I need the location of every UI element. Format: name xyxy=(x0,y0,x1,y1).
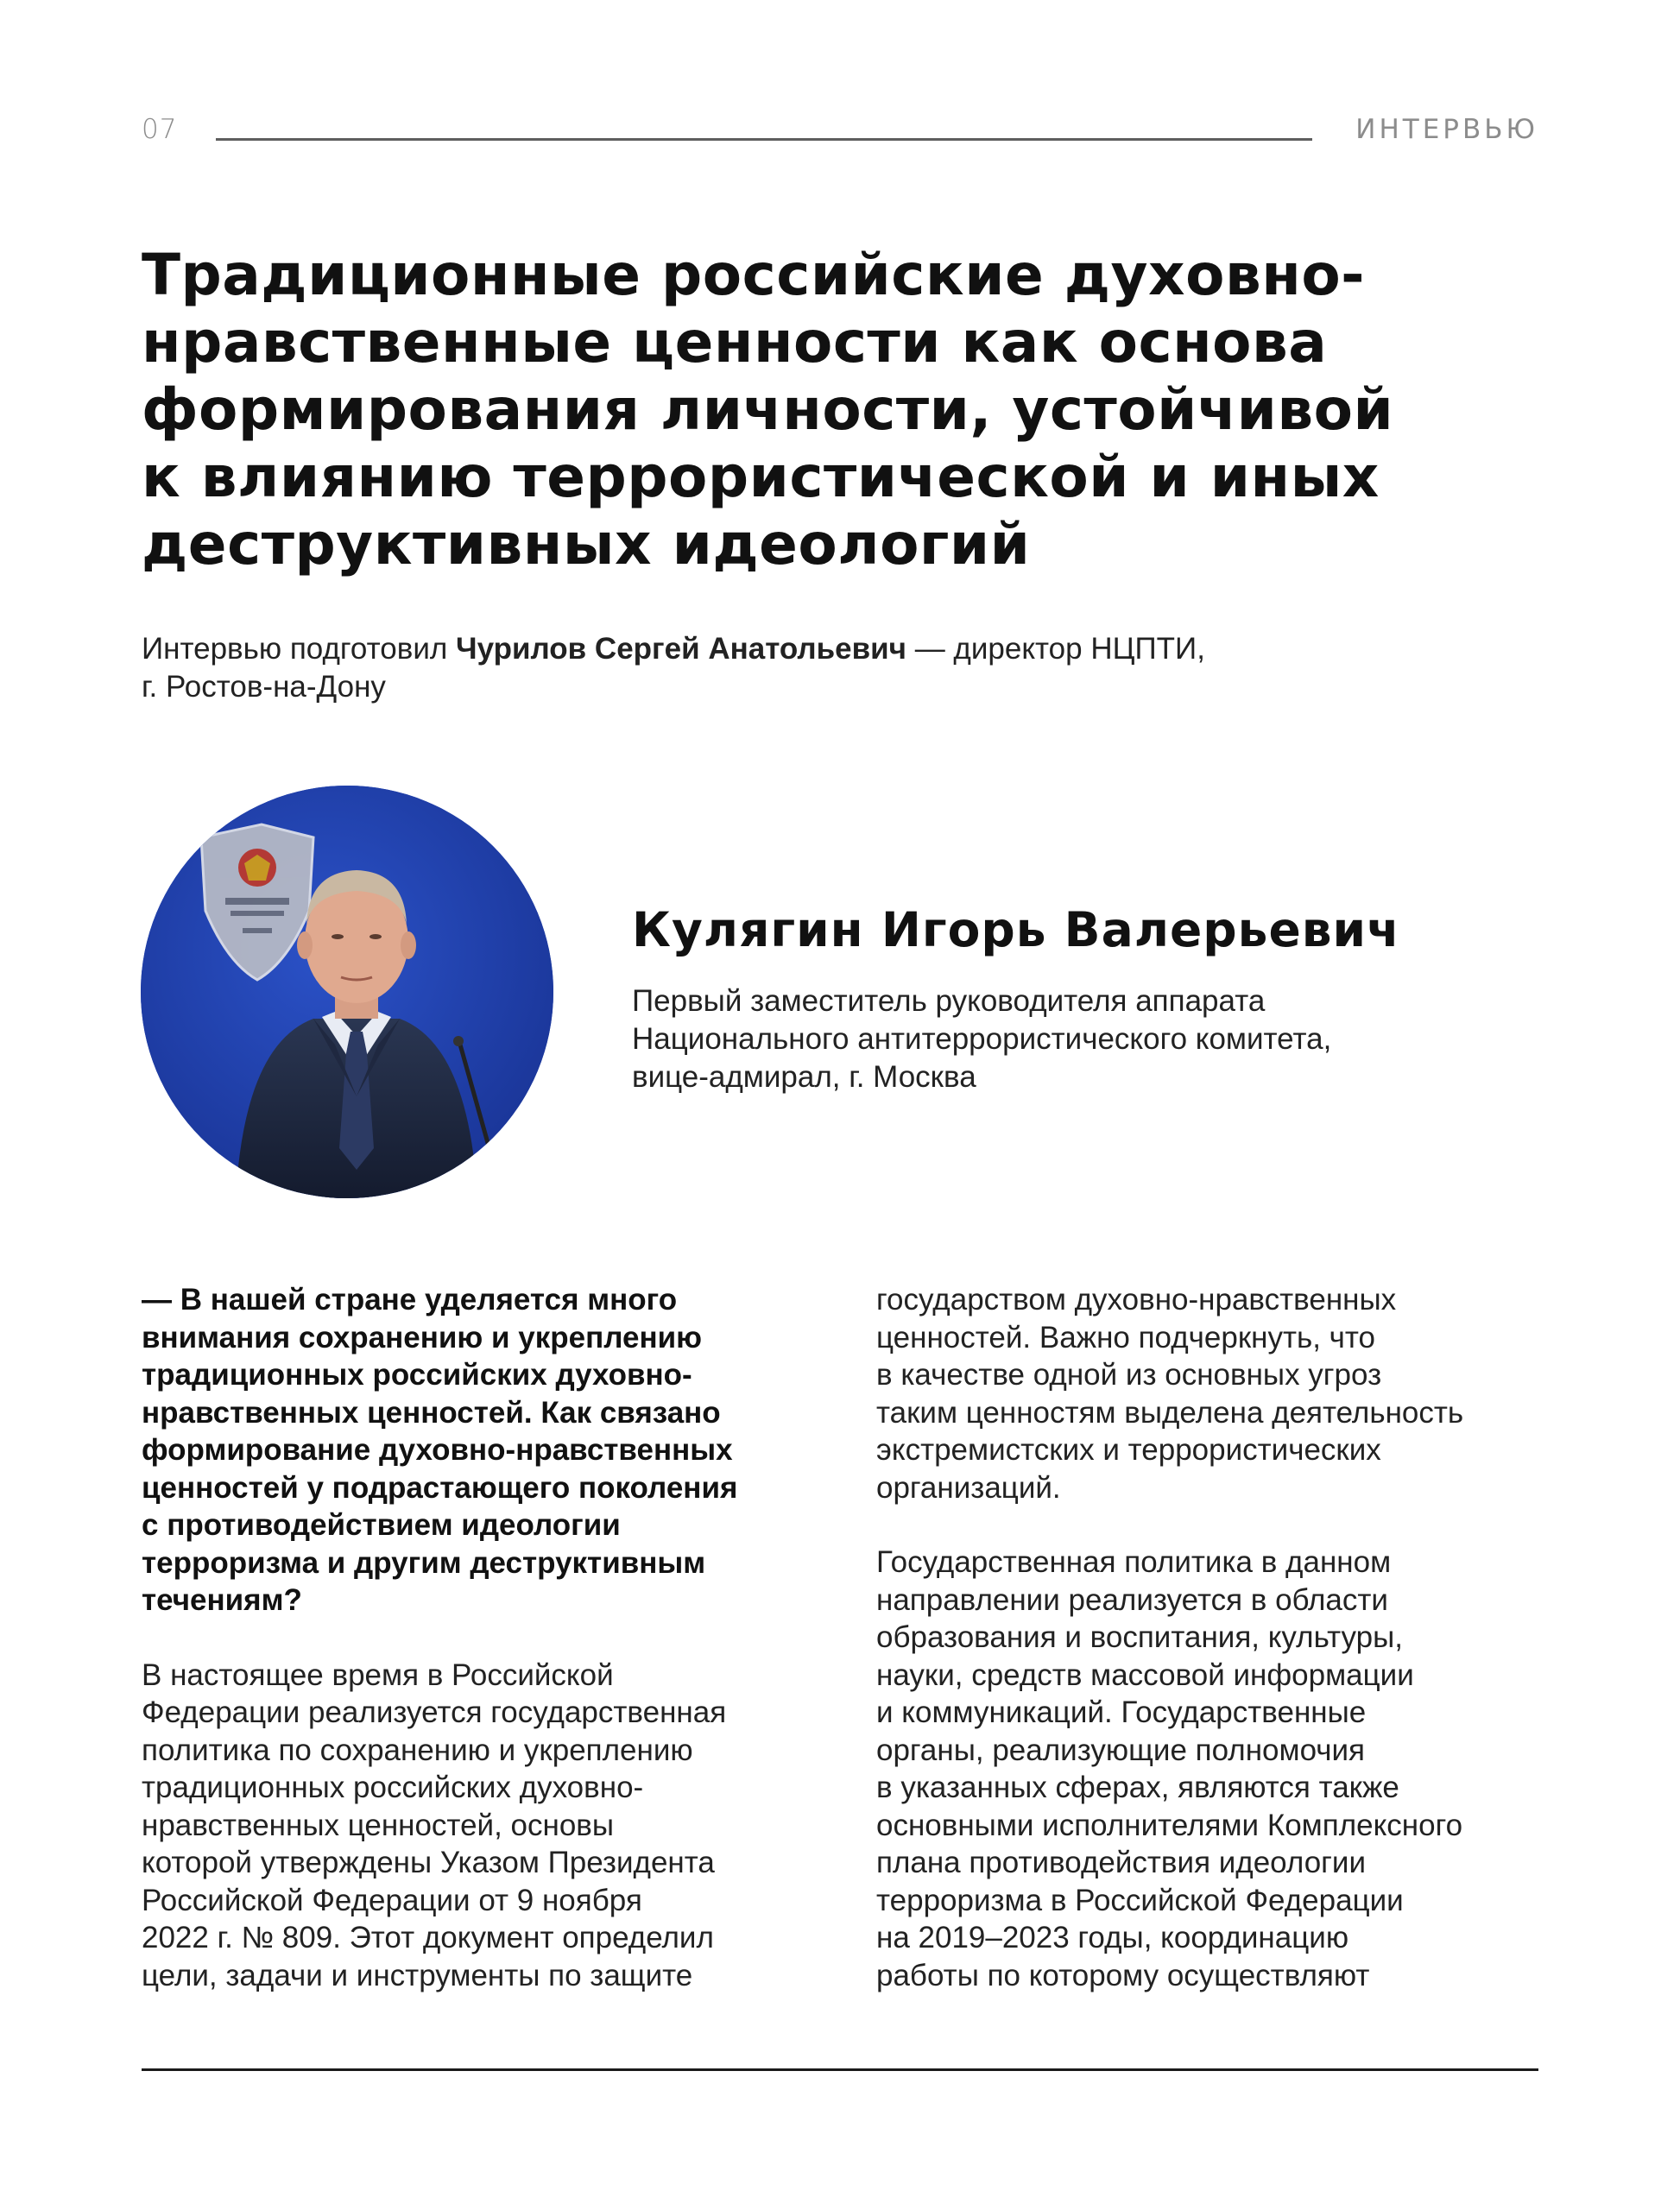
question-line: внимания сохранению и укреплению xyxy=(142,1320,703,1354)
answer-paragraph xyxy=(876,1281,1567,1506)
question-line: терроризма и другим деструктивным xyxy=(142,1545,706,1580)
answer-line: организаций. xyxy=(876,1470,1061,1505)
answer-line: ценностей. Важно подчеркнуть, что xyxy=(876,1320,1376,1354)
interviewee-position xyxy=(632,982,1495,1096)
byline-suffix: — директор НЦПТИ, xyxy=(914,632,1205,666)
column-right xyxy=(876,1281,1567,1994)
byline-city: г. Ростов-на-Дону xyxy=(142,670,386,704)
answer-line: науки, средств массовой информации xyxy=(876,1658,1414,1692)
question-line: течениям? xyxy=(142,1583,302,1617)
question-line: традиционных российских духовно- xyxy=(142,1358,692,1392)
answer-line: органы, реализующие полномочия xyxy=(876,1733,1365,1767)
paragraph-gap xyxy=(142,1620,832,1657)
question-line: нравственных ценностей. Как связано xyxy=(142,1395,721,1430)
page-number: 07 xyxy=(142,114,178,145)
byline-author: Чурилов Сергей Анатольевич xyxy=(456,632,906,666)
position-line: Национального антитеррористического комитета, xyxy=(632,1022,1332,1056)
column-left xyxy=(142,1281,832,1994)
answer-line: таким ценностям выделена деятельность xyxy=(876,1395,1464,1430)
section-label: ИНТЕРВЬЮ xyxy=(1355,114,1538,145)
interviewee-name: Кулягин Игорь Валерьевич xyxy=(632,902,1400,957)
byline-prefix: Интервью подготовил xyxy=(142,632,448,666)
answer-line: традиционных российских духовно- xyxy=(142,1771,644,1804)
article-title: Традиционные российские духовно-нравственные ценности как основа формирования личности, устойчивой к влиянию террористической и иных деструктивных идеологий xyxy=(142,242,1394,578)
answer-line: работы по которому осуществляют xyxy=(876,1958,1370,1992)
answer-line: направлении реализуется в области xyxy=(876,1582,1388,1617)
answer-line: которой утверждены Указом Президента xyxy=(142,1846,715,1879)
header-divider xyxy=(216,138,1312,141)
paragraph-gap xyxy=(876,1506,1567,1544)
answer-line: терроризма в Российской Федерации xyxy=(876,1883,1404,1917)
answer-line: Государственная политика в данном xyxy=(876,1545,1392,1579)
answer-line: плана противодействия идеологии xyxy=(876,1846,1367,1879)
answer-line: и коммуникаций. Государственные xyxy=(876,1695,1367,1729)
position-line: вице-адмирал, г. Москва xyxy=(632,1060,976,1094)
interview-question xyxy=(142,1281,832,1620)
question-line: ценностей у подрастающего поколения xyxy=(142,1470,738,1505)
answer-line: 2022 г. № 809. Этот документ определил xyxy=(142,1921,714,1954)
answer-line: цели, задачи и инструменты по защите xyxy=(142,1958,693,1992)
answer-line: политика по сохранению и укреплению xyxy=(142,1733,693,1767)
byline xyxy=(142,630,1350,706)
interviewee-portrait xyxy=(141,786,553,1198)
answer-line: на 2019–2023 годы, координацию xyxy=(876,1921,1349,1954)
answer-line: В настоящее время в Российской xyxy=(142,1658,614,1692)
answer-line: экстремистских и террористических xyxy=(876,1433,1381,1467)
answer-line: Российской Федерации от 9 ноября xyxy=(142,1883,642,1917)
answer-line: в указанных сферах, являются также xyxy=(876,1771,1399,1804)
answer-line: Федерации реализуется государственная xyxy=(142,1695,727,1729)
answer-line: в качестве одной из основных угроз xyxy=(876,1358,1382,1392)
answer-line: образования и воспитания, культуры, xyxy=(876,1620,1403,1654)
answer-paragraph xyxy=(876,1544,1567,1994)
answer-line: нравственных ценностей, основы xyxy=(142,1808,615,1842)
question-line: формирование духовно-нравственных xyxy=(142,1433,733,1467)
answer-paragraph xyxy=(142,1657,832,1995)
footer-divider xyxy=(142,2068,1538,2071)
answer-line: основными исполнителями Комплексного xyxy=(876,1808,1463,1842)
answer-line: государством духовно-нравственных xyxy=(876,1283,1397,1317)
question-line: с противодействием идеологии xyxy=(142,1508,621,1542)
question-line: — В нашей стране уделяется много xyxy=(142,1283,678,1317)
position-line: Первый заместитель руководителя аппарата xyxy=(632,984,1266,1018)
